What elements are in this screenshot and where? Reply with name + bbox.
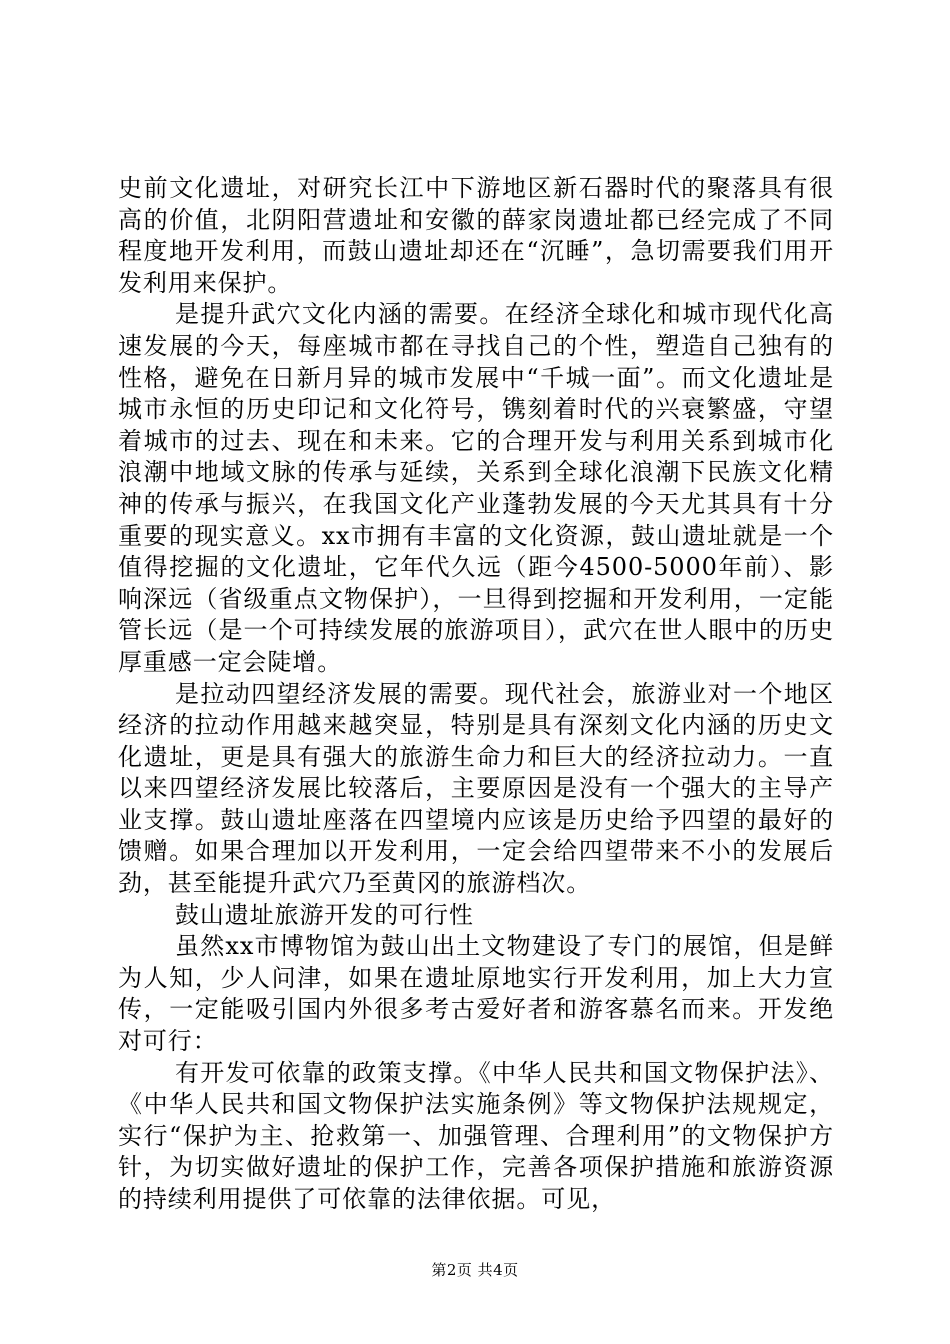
document-body [118, 173, 834, 1216]
page-footer: 第2页 共4页 [431, 1261, 519, 1279]
paragraph-policy-support: 有开发可依靠的政策支撑。《中华人民共和国文物保护法》、《中华人民共和国文物保护法实施条例》等文物保护法规规定，实行“保护为主、抢救第一、加强管理、合理利用”的文物保护方针，为切实做好遗址的保护工作，完善各项保护措施和旅游资源的持续利用提供了可依靠的法律依据。可见， [118, 1058, 834, 1213]
paragraph-economic-development: 是拉动四望经济发展的需要。现代社会，旅游业对一个地区经济的拉动作用越来越突显，特别是具有深刻文化内涵的历史文化遗址，更是具有强大的旅游生命力和巨大的经济拉动力。一直以来四望经济发展比较落后，主要原因是没有一个强大的主导产业支撑。鼓山遗址座落在四望境内应该是历史给予四望的最好的馈赠。如果合理加以开发利用，一定会给四望带来不小的发展后劲，甚至能提升武穴乃至黄冈的旅游档次。 [118, 679, 834, 898]
paragraph-feasibility-intro: 虽然xx市博物馆为鼓山出土文物建设了专门的展馆，但是鲜为人知，少人问津，如果在遗址原地实行开发利用，加上大力宣传，一定能吸引国内外很多考古爱好者和游客慕名而来。开发绝对可行： [118, 932, 834, 1056]
section-heading-feasibility: 鼓山遗址旅游开发的可行性 [175, 900, 474, 929]
paragraph-cultural-connotation: 是提升武穴文化内涵的需要。在经济全球化和城市现代化高速发展的今天，每座城市都在寻找自己的个性，塑造自己独有的性格，避免在日新月异的城市发展中“千城一面”。而文化遗址是城市永恒的历史印记和文化符号，镌刻着时代的兴衰繁盛，守望着城市的过去、现在和未来。它的合理开发与利用关系到城市化浪潮中地域文脉的传承与延续，关系到全球化浪潮下民族文化精神的传承与振兴，在我国文化产业蓬勃发展的今天尤其具有十分重要的现实意义。xx市拥有丰富的文化资源，鼓山遗址就是一个值得挖掘的文化遗址，它年代久远（距今4500-5000年前）、影响深远（省级重点文物保护），一旦得到挖掘和开发利用，一定能管长远（是一个可持续发展的旅游项目），武穴在世人眼中的历史厚重感一定会陡增。 [118, 300, 834, 676]
paragraph-continuation: 史前文化遗址，对研究长江中下游地区新石器时代的聚落具有很高的价值，北阴阳营遗址和安徽的薛家岗遗址都已经完成了不同程度地开发利用，而鼓山遗址却还在“沉睡”，急切需要我们用开发利用来保护。 [118, 174, 834, 297]
